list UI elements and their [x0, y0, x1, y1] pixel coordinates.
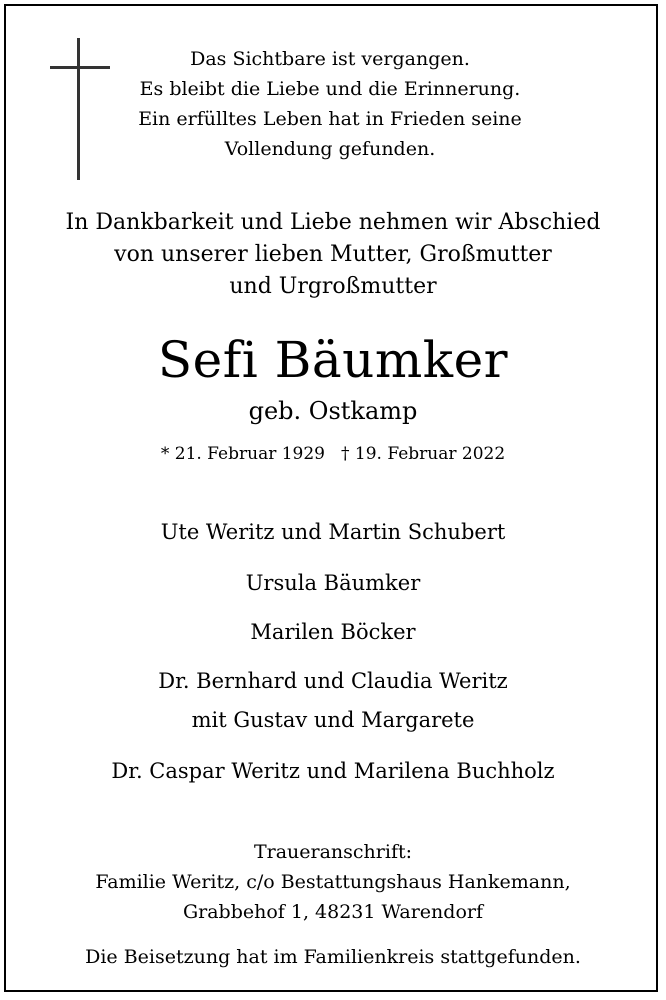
family-member: Dr. Bernhard und Claudia Weritz — [158, 669, 508, 693]
intro-line-3: und Urgroßmutter — [229, 274, 437, 299]
intro-line-2: von unserer lieben Mutter, Großmutter — [114, 242, 552, 267]
family-member: Ute Weritz und Martin Schubert — [160, 520, 506, 544]
poem-line-3: Ein erfülltes Leben hat in Frieden seine — [138, 108, 522, 130]
closing-note: Die Beisetzung hat im Familienkreis stattgefunden. — [85, 946, 581, 968]
address-line-1: Familie Weritz, c/o Bestattungshaus Hankemann, — [95, 871, 571, 893]
family-member: mit Gustav und Margarete — [191, 708, 475, 732]
family-member: Dr. Caspar Weritz und Marilena Buchholz — [111, 759, 555, 783]
born-name: geb. Ostkamp — [248, 397, 418, 425]
life-dates — [0, 446, 666, 463]
deceased-name: Sefi Bäumker — [157, 331, 509, 389]
poem-line-2: Es bleibt die Liebe und die Erinnerung. — [139, 78, 521, 100]
death-date: † 19. Februar 2022 — [341, 444, 506, 464]
family-member: Marilen Böcker — [250, 620, 416, 644]
poem-line-1: Das Sichtbare ist vergangen. — [190, 48, 470, 70]
birth-date: * 21. Februar 1929 — [160, 444, 325, 464]
address-heading: Traueranschrift: — [253, 841, 413, 863]
poem-line-4: Vollendung gefunden. — [224, 138, 436, 160]
family-member: Ursula Bäumker — [245, 571, 421, 595]
address-line-2: Grabbehof 1, 48231 Warendorf — [182, 901, 484, 923]
intro-line-1: In Dankbarkeit und Liebe nehmen wir Abschied — [65, 210, 601, 235]
